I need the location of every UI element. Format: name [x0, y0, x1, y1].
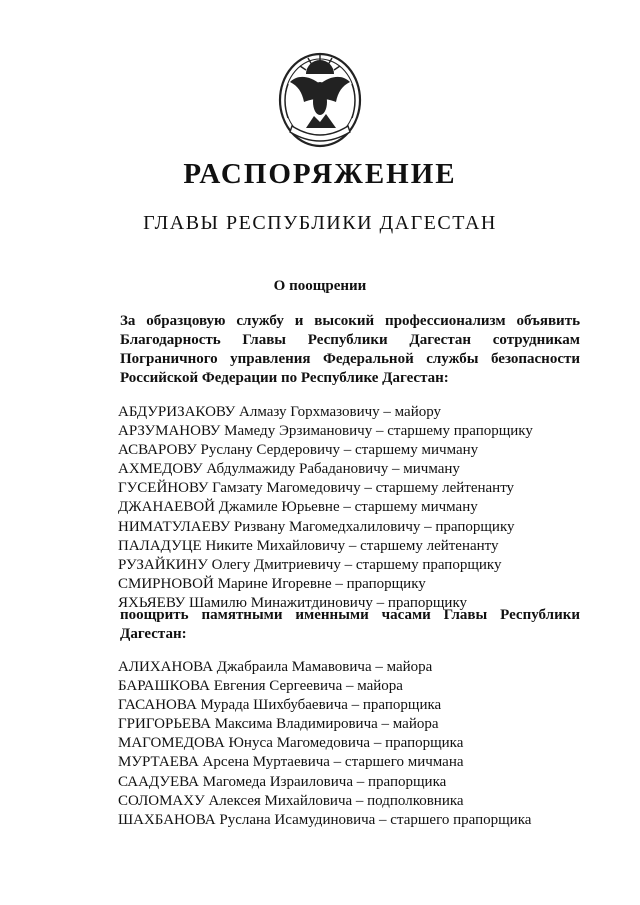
list-item: АЛИХАНОВА Джабраила Мамавовича – майора	[118, 659, 433, 675]
list-item: ДЖАНАЕВОЙ Джамиле Юрьевне – старшему мичману	[118, 499, 478, 516]
paragraph-watches	[84, 606, 580, 644]
list-item: ШАХБАНОВА Руслана Исамудиновича – старшего прапорщика	[118, 811, 532, 828]
document-topic: О поощрении	[273, 278, 367, 294]
list-item: ГРИГОРЬЕВА Максима Владимировича – майора	[118, 716, 439, 733]
list-item: МАГОМЕДОВА Юнуса Магомедовича – прапорщика	[118, 735, 464, 752]
list-item: БАРАШКОВА Евгения Сергеевича – майора	[118, 678, 403, 695]
list-item: АРЗУМАНОВУ Мамеду Эрзимановичу – старшему прапорщику	[118, 423, 533, 440]
document-title: РАСПОРЯЖЕНИЕ	[183, 158, 457, 190]
gratitude-recipient-list	[118, 403, 533, 613]
list-item: СААДУЕВА Магомеда Израиловича – прапорщика	[118, 773, 447, 790]
list-item: ЯХЬЯЕВУ Шамилю Минажитдиновичу – прапорщику	[118, 594, 468, 611]
list-item: ПАЛАДУЦЕ Никите Михайловичу – старшему лейтенанту	[118, 537, 499, 554]
watch-recipient-list	[118, 658, 531, 830]
paragraph-watches-text: поощрить памятными именными часами Главы Республики Дагестан:	[120, 607, 580, 642]
list-item: ГАСАНОВА Мурада Шихбубаевича – прапорщика	[118, 697, 442, 714]
list-item: РУЗАЙКИНУ Олегу Дмитриевичу – старшему прапорщику	[118, 556, 502, 573]
list-item: АСВАРОВУ Руслану Сердеровичу – старшему мичману	[118, 442, 479, 459]
paragraph-gratitude-text: За образцовую службу и высокий профессионализм объявить Благодарность Главы Республики Дагестан сотрудникам Пограничного управления Федеральной службы безопасности Российской Федерации по Республике Дагестан:	[120, 313, 580, 386]
list-item: АБДУРИЗАКОВУ Алмазу Горхмазовичу – майору	[118, 404, 442, 420]
list-item: МУРТАЕВА Арсена Муртаевича – старшего мичмана	[118, 754, 464, 771]
paragraph-gratitude	[84, 312, 580, 388]
list-item: НИМАТУЛАЕВУ Ризвану Магомедхалиловичу – прапорщику	[118, 518, 515, 535]
coat-of-arms-icon	[274, 44, 366, 154]
list-item: СОЛОМАХУ Алексея Михайловича – подполковника	[118, 792, 464, 809]
list-item: СМИРНОВОЙ Марине Игоревне – прапорщику	[118, 575, 426, 592]
list-item: АХМЕДОВУ Абдулмажиду Рабадановичу – мичману	[118, 461, 460, 478]
list-item: ГУСЕЙНОВУ Гамзату Магомедовичу – старшему лейтенанту	[118, 480, 515, 497]
document-subtitle: ГЛАВЫ РЕСПУБЛИКИ ДАГЕСТАН	[143, 212, 497, 234]
